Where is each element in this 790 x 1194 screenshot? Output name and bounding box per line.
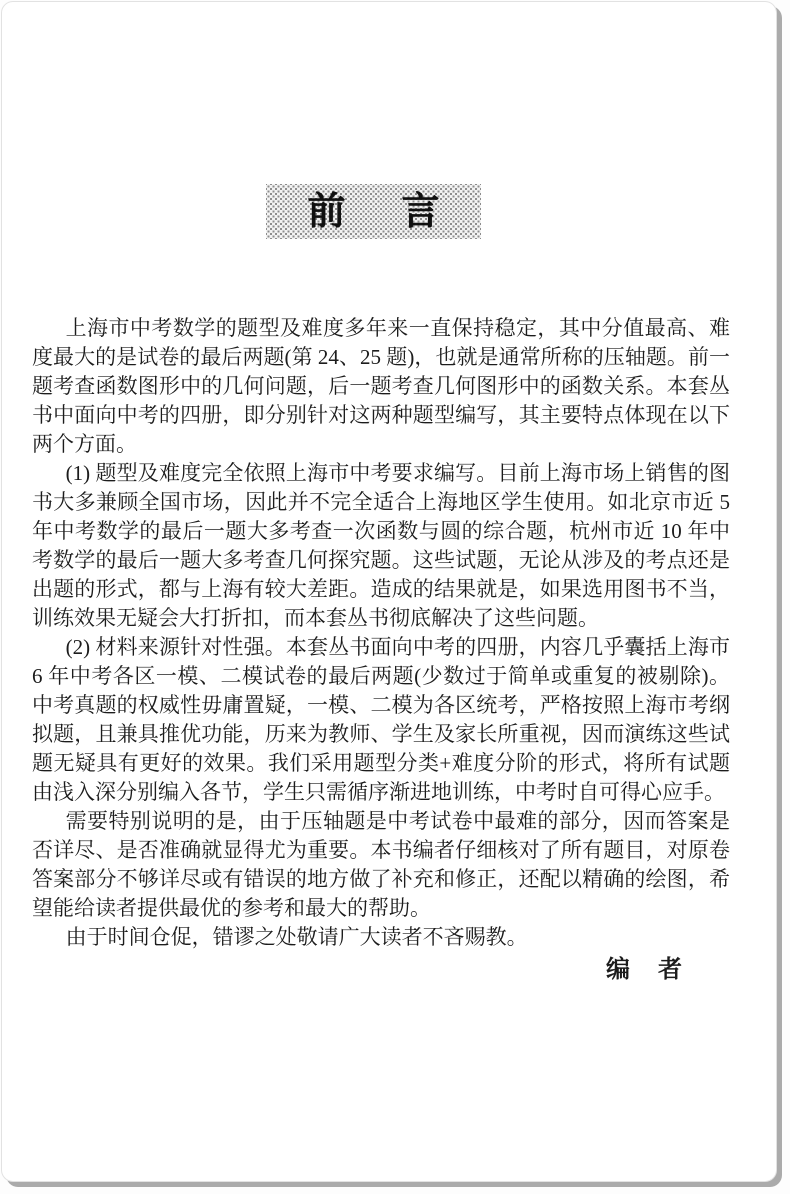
preface-title-char-right: 言 bbox=[401, 190, 440, 233]
book-page bbox=[1, 1, 777, 1182]
preface-body bbox=[32, 314, 730, 952]
paragraph-intro: 上海市中考数学的题型及难度多年来一直保持稳定，其中分值最高、难度最大的是试卷的最后两题(第 24、25 题)，也就是通常所称的压轴题。前一题考查函数图形中的几何问题，后一题考查几何图形中的函数关系。本套丛书中面向中考的四册，即分别针对这两种题型编写，其主要特点体现在以下两个方面。 bbox=[32, 316, 730, 456]
preface-title-banner bbox=[266, 184, 481, 239]
paragraph-note: 需要特别说明的是，由于压轴题是中考试卷中最难的部分，因而答案是否详尽、是否准确就显得尤为重要。本书编者仔细核对了所有题目，对原卷答案部分不够详尽或有错误的地方做了补充和修正，还配以精确的绘图，希望能给读者提供最优的参考和最大的帮助。 bbox=[32, 809, 730, 920]
paragraph-point-2: (2) 材料来源针对性强。本套丛书面向中考的四册，内容几乎囊括上海市 6 年中考各区一模、二模试卷的最后两题(少数过于简单或重复的被剔除)。中考真题的权威性毋庸置疑，一模、二模为各区统考，严格按照上海市考纲拟题，且兼具推优功能，历来为教师、学生及家长所重视，因而演练这些试题无疑具有更好的效果。我们采用题型分类+难度分阶的形式，将所有试题由浅入深分别编入各节，学生只需循序渐进地训练，中考时自可得心应手。 bbox=[32, 635, 730, 804]
paragraph-closing: 由于时间仓促，错谬之处敬请广大读者不吝赐教。 bbox=[65, 925, 528, 949]
preface-title-char-left: 前 bbox=[307, 190, 346, 233]
editor-signature: 编 者 bbox=[606, 957, 684, 983]
paragraph-point-1: (1) 题型及难度完全依照上海市中考要求编写。目前上海市场上销售的图书大多兼顾全国市场，因此并不完全适合上海地区学生使用。如北京市近 5 年中考数学的最后一题大多考查一次函数与圆的综合题，杭州市近 10 年中考数学的最后一题大多考查几何探究题。这些试题，无论从涉及的考点还是出题的形式，都与上海有较大差距。造成的结果就是，如果选用图书不当，训练效果无疑会大打折扣，而本套丛书彻底解决了这些问题。 bbox=[32, 461, 730, 630]
